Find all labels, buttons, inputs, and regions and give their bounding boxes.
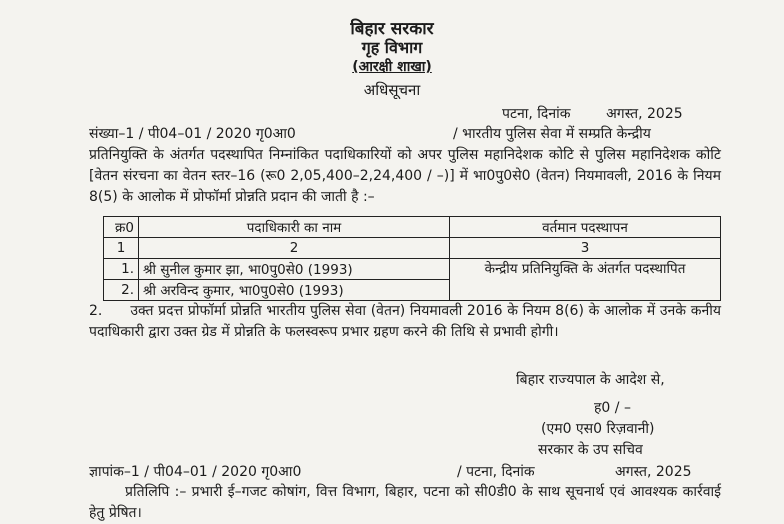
memo-place: / पटना, दिनांक: [457, 464, 535, 480]
officer-name-cell: श्री सुनील कुमार झा, भा0पु0से0 (1993): [139, 259, 450, 280]
col-header-posting: वर्तमान पदस्थापन: [450, 217, 721, 238]
index-cell: 1: [104, 238, 139, 259]
signatory-name: (एम0 एस0 रिज़वानी): [541, 421, 655, 437]
branch-title: [0, 57, 784, 76]
table-header-row: [104, 217, 721, 238]
posting-cell: केन्द्रीय प्रतिनियुक्ति के अंतर्गत पदस्थापित: [450, 259, 721, 301]
officer-table: [103, 216, 721, 301]
signatory-designation: सरकार के उप सचिव: [538, 442, 643, 458]
branch-label: (आरक्षी शाखा): [352, 59, 432, 75]
department-title: गृह विभाग: [361, 38, 423, 57]
document-type: अधिसूचना: [363, 81, 421, 99]
index-cell: 2: [139, 238, 450, 259]
copy-to: प्रतिलिपि :– प्रभारी ई–गजट कोषांग, वित्त विभाग, बिहार, पटना को सी0डी0 के साथ सूचनार्थ एवं आवश्यक कार्रवाई हेतु प्रेषित।: [89, 484, 721, 521]
col-header-serial: क्र0: [104, 217, 139, 238]
memo-number: ज्ञापांक–1 / पी04–01 / 2020 गृ0आ0: [89, 464, 302, 480]
index-cell: 3: [450, 238, 721, 259]
officer-name-cell: श्री अरविन्द कुमार, भा0पु0से0 (1993): [139, 280, 450, 301]
serial-cell: 1.: [104, 259, 139, 280]
order-subject-start: / भारतीय पुलिस सेवा में सम्प्रति केन्द्रीय: [453, 126, 651, 142]
government-title: बिहार सरकार: [350, 19, 434, 39]
governor-order-line: बिहार राज्यपाल के आदेश से,: [516, 372, 665, 388]
table-index-row: [104, 238, 721, 259]
memo-date: अगस्त, 2025: [615, 464, 692, 480]
table-row: [104, 259, 721, 280]
signature-mark: ह0 / –: [594, 400, 631, 416]
col-header-name: पदाधिकारी का नाम: [139, 217, 450, 238]
place-date: पटना, दिनांक अगस्त, 2025: [502, 106, 683, 122]
order-number: संख्या–1 / पी04–01 / 2020 गृ0आ0: [89, 126, 296, 142]
paragraph-2: 2. उक्त प्रदत्त प्रोफॉर्मा प्रोन्नति भारतीय पुलिस सेवा (वेतन) नियमावली 2016 के नियम 8(6) के आलोक में उनके कनीय पदाधिकारी द्वारा उक्त ग्रेड में प्रोन्नति के फलस्वरूप प्रभार ग्रहण करने की तिथि से प्रभावी होगी।: [89, 303, 726, 340]
serial-cell: 2.: [104, 280, 139, 301]
order-body: प्रतिनियुक्ति के अंतर्गत पदस्थापित निम्नांकित पदाधिकारियों को अपर पुलिस महानिदेशक कोटि से पुलिस महानिदेशक कोटि [वेतन संरचना का वेतन स्तर–16 (रू0 2,05,400–2,24,400 / –)] में भा0पु0से0 (वेतन) नियमावली, 2016 के नियम 8(5) के आलोक में प्रोफॉर्मा प्रोन्नति प्रदान की जाती है :–: [89, 147, 721, 205]
